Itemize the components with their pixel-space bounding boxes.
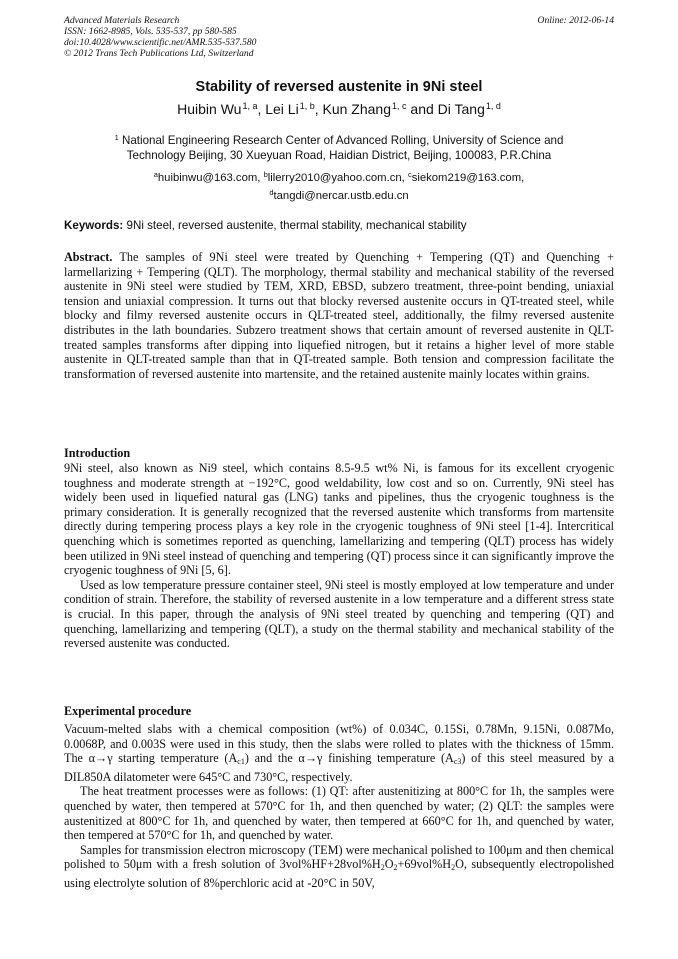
author-affiliation-marker: 1, d (485, 101, 501, 111)
experimental-body (64, 722, 614, 891)
experimental-heading: Experimental procedure (64, 704, 192, 718)
email-b: lilerry2010@yahoo.com.cn, (267, 172, 408, 184)
keywords-text: 9Ni steel, reversed austenite, thermal stability, mechanical stability (123, 219, 467, 232)
author-name: Kun Zhang (322, 101, 391, 117)
paragraph: The heat treatment processes were as follows: (1) QT: after austenitizing at 800°C for 1h, the samples were quenched by water, then tempered at 570°C for 1h, and then quenched by water; (2) QLT: the samples were austenitized at 800°C for 1h, and quenched by water, then tempered at 660°C for 1h, and quenched by water, then tempered at 570°C for 1h, and quenched by water. (64, 784, 614, 843)
author-separator: and (406, 101, 438, 117)
abstract (64, 250, 614, 381)
paper-title: Stability of reversed austenite in 9Ni steel (195, 79, 483, 95)
online-date: Online: 2012-06-14 (537, 15, 614, 26)
email-c: siekom219@163.com, (411, 172, 525, 184)
paragraph: Samples for transmission electron microscopy (TEM) were mechanical polished to 100μm and then chemical polished to 50μm with a fresh solution of $3vol\%HF+28vol\%H_2O_2+69vol\%H_2O$, subsequently electropolished using electrolyte solution of 8%perchloric acid at -20°C in 50V, (64, 842, 614, 890)
abstract-text: The samples of 9Ni steel were treated by Quenching + Tempering (QT) and Quenching + larmellarizing + Tempering (QLT). The morphology, thermal stability and mechanical stability of the reversed austenite in 9Ni steel were studied by TEM, XRD, EBSD, subzero treatment, three-point bending, uniaxial tension and uniaxial compression. It turns out that blocky reversed austenite occurs in QT-treated steel, while blocky and filmy reversed austenite occurs in QLT-treated steel, additionally, the filmy reversed austenite distributes in the lath boundaries. Subzero treatment shows that certain amount of reversed austenite in QLT-treated samples transforms after dipping into liquefied nitrogen, but it retains a higher level of more stable austenite in QLT-treated sample than that in QT-treated sample. Both tension and compression facilitate the transformation of reversed austenite into martensite, and the retained austenite mainly locates within grains. (64, 250, 614, 381)
keywords (64, 219, 616, 232)
abstract-label: Abstract. (64, 250, 113, 264)
issn-line: ISSN: 1662-8985, Vols. 535-537, pp 580-585 (64, 26, 237, 37)
journal-header (64, 15, 256, 59)
author-affiliation-marker: 1, b (299, 101, 315, 111)
emails-line-2: $^d$tangdi@nercar.ustb.edu.cn (269, 187, 409, 202)
copyright-line: © 2012 Trans Tech Publications Ltd, Switzerland (64, 48, 254, 59)
emails-line-1: $^a$huibinwu@163.com, $^b$lilerry2010@yahoo.com.cn, $^c$siekom219@163.com, (153, 170, 525, 184)
paragraph: 9Ni steel, also known as Ni9 steel, which contains 8.5-9.5 wt% Ni, is famous for its excellent cryogenic toughness and moderate strength at −192°C, good weldability, low cost and so on. Currently, 9Ni steel has widely been used in liquefied natural gas (LNG) tanks and pipelines, thus the cryogenic toughness is the primary consideration. It is generally recognized that the reversed austenite which transforms from martensite directly during tempering process plays a key role in the cryogenic toughness of 9Ni steel [1-4]. Intercritical quenching which is sometimes reported as quenching, lamellarizing and tempering (QLT) process has widely been utilized in 9Ni steel instead of quenching and tempering (QT) process since it can significantly improve the cryogenic toughness of 9Ni [5, 6]. (64, 461, 614, 578)
author-separator: , (314, 101, 323, 117)
author-name: Lei Li (265, 101, 299, 117)
paragraph: Used as low temperature pressure container steel, 9Ni steel is mostly employed at low temperature and under condition of strain. Therefore, the stability of reversed austenite in a low temperature and a different stress state is crucial. In this paper, through the analysis of 9Ni steel treated by quenching and tempering (QT) and quenching, lamellarizing and tempering (QLT), a study on the thermal stability and mechanical stability of the reversed austenite was conducted. (64, 577, 614, 651)
email-d: tangdi@nercar.ustb.edu.cn (273, 189, 409, 202)
affiliation-line-1: $^1$ National Engineering Research Center of Advanced Rolling, University of Science and (114, 133, 564, 147)
affiliation (0, 130, 678, 163)
author-separator: , (257, 101, 266, 117)
author-affiliation-marker: 1, a (242, 101, 258, 111)
introduction-body (64, 461, 614, 651)
introduction-heading: Introduction (64, 446, 131, 460)
author-name: Di Tang (437, 101, 485, 117)
paragraph: Vacuum-melted slabs with a chemical composition (wt%) of 0.034C, 0.15Si, 0.78Mn, 9.15Ni, 0.087Mo, 0.0068P, and 0.003S were used in this study, then the slabs were rolled to plates with the thickness of 15mm. The α→γ starting temperature $(A_{c1})$ and the α→γ finishing temperature $(A_{c3})$ of this steel measured by a DIL850A dilatometer were 645°C and 730°C, respectively. (64, 722, 614, 784)
journal-name: Advanced Materials Research (64, 15, 180, 26)
author-name: Huibin Wu (177, 101, 242, 117)
doi-line: doi:10.4028/www.scientific.net/AMR.535-537.580 (64, 37, 257, 48)
author-affiliation-marker: 1, c (392, 101, 407, 111)
affiliation-marker: 1 (114, 133, 119, 142)
author-list (0, 101, 678, 117)
author-emails (0, 168, 678, 203)
email-a: huibinwu@163.com, (157, 172, 264, 184)
keywords-label: Keywords: (64, 219, 124, 232)
affiliation-line-2: Technology Beijing, 30 Xueyuan Road, Haidian District, Beijing, 100083, P.R.China (126, 149, 552, 162)
